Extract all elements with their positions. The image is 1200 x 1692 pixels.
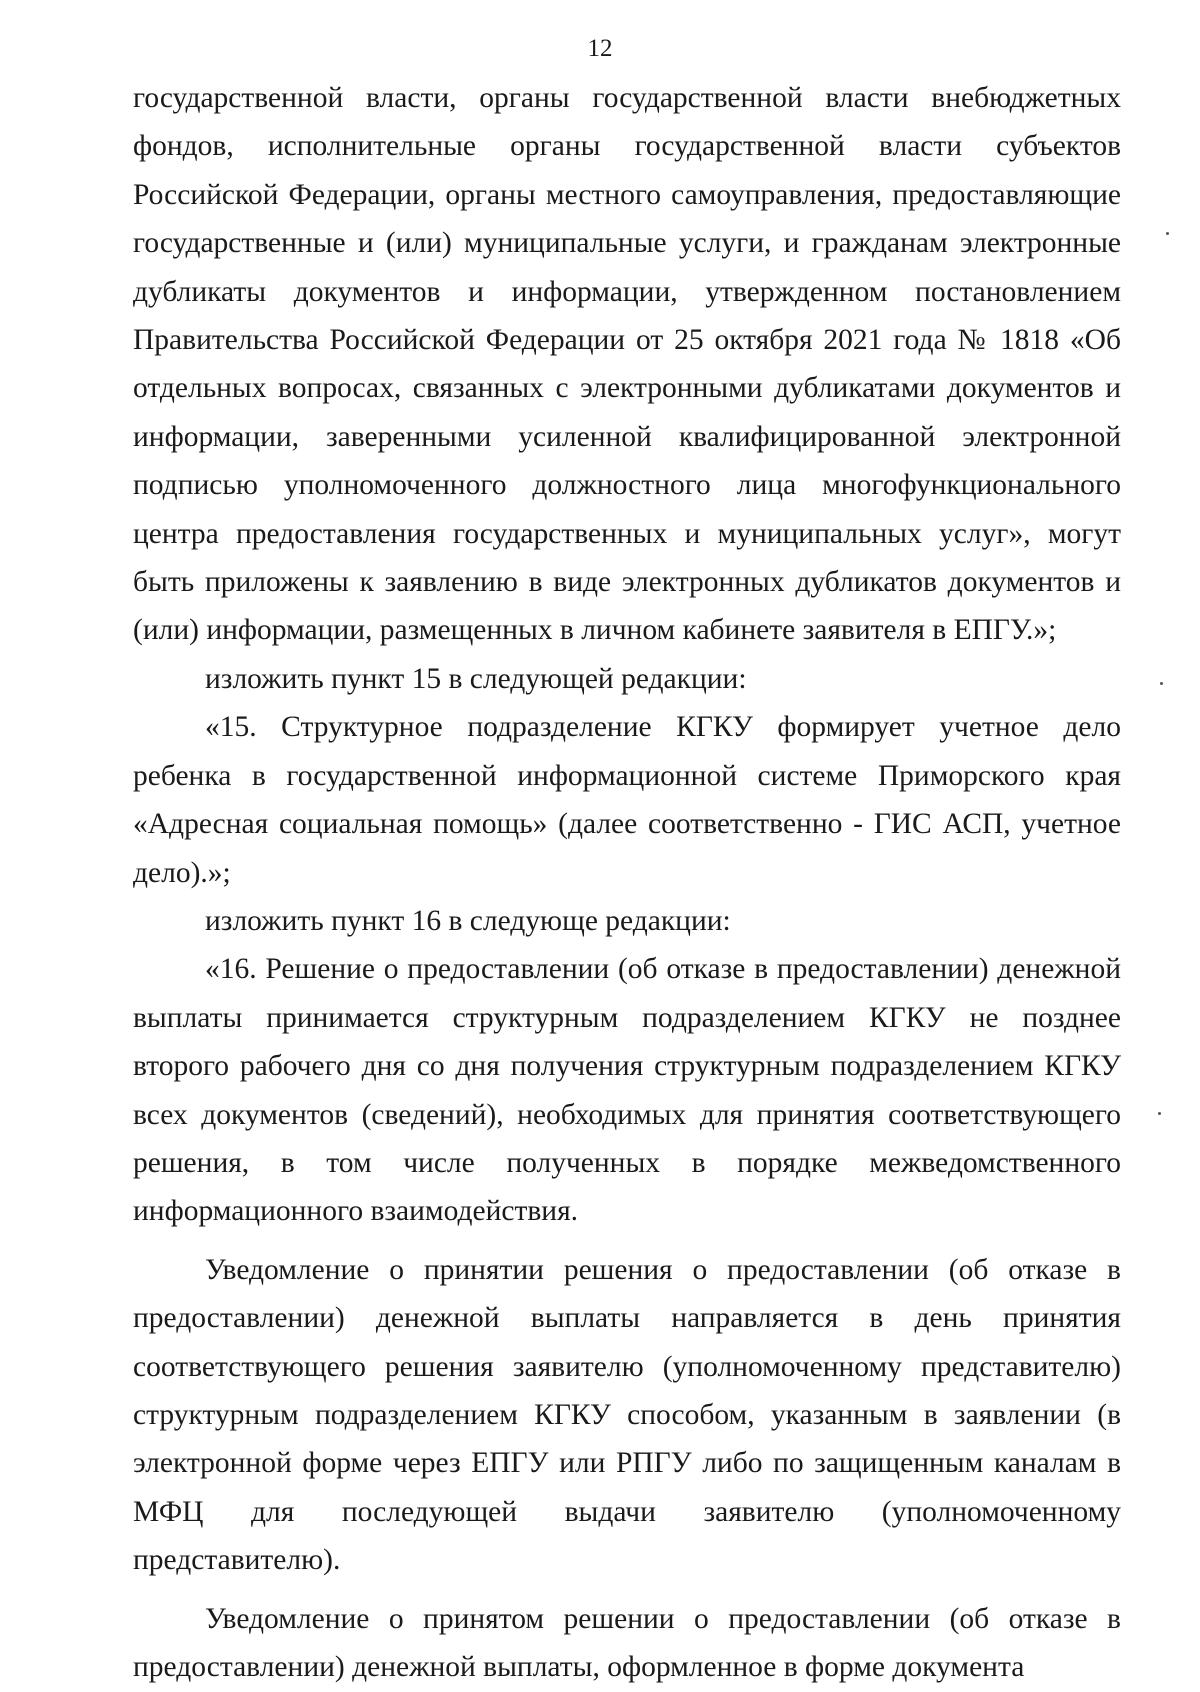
document-body — [133, 74, 1121, 1691]
page-number: 12 — [587, 35, 613, 62]
scan-speck — [1166, 232, 1169, 235]
paragraph-2: изложить пункт 15 в следующей редакции: — [205, 662, 747, 695]
paragraph-6: Уведомление о принятии решения о предоставлении (об отказе в предоставлении) денежной выплаты направляется в день принятия соответствующего решения заявителю (уполномоченному представителю) структурным подразделением КГКУ способом, указанным в заявлении (в электронной форме через ЕПГУ или РПГУ либо по защищенным каналам в МФЦ для последующей выдачи заявителю (уполномоченному представителю). — [133, 1253, 1121, 1577]
paragraph-3: «15. Структурное подразделение КГКУ формирует учетное дело ребенка в государственной информационной системе Приморского края «Адресная социальная помощь» (далее соответственно - ГИС АСП, учетное дело).»; — [133, 711, 1121, 889]
scan-speck — [1160, 682, 1163, 685]
paragraph-7: Уведомление о принятом решении о предоставлении (об отказе в предоставлении) денежной выплаты, оформленное в форме документа — [133, 1602, 1121, 1683]
scan-speck — [1158, 1112, 1161, 1115]
paragraph-1: государственной власти, органы государственной власти внебюджетных фондов, исполнительные органы государственной власти субъектов Российской Федерации, органы местного самоуправления, предоставляющие государственные и (или) муниципальные услуги, и гражданам электронные дубликаты документов и информации, утвержденном постановлением Правительства Российской Федерации от 25 октября 2021 года № 1818 «Об отдельных вопросах, связанных с электронными дубликатами документов и информации, заверенными усиленной квалифицированной электронной подписью уполномоченного должностного лица многофункционального центра предоставления государственных и муниципальных услуг», могут быть приложены к заявлению в виде электронных дубликатов документов и (или) информации, размещенных в личном кабинете заявителя в ЕПГУ.»; — [133, 82, 1121, 647]
paragraph-5: «16. Решение о предоставлении (об отказе в предоставлении) денежной выплаты принимается структурным подразделением КГКУ не позднее второго рабочего дня со дня получения структурным подразделением КГКУ всех документов (сведений), необходимых для принятия соответствующего решения, в том числе полученных в порядке межведомственного информационного взаимодействия. — [133, 953, 1121, 1228]
paragraph-4: изложить пункт 16 в следующе редакции: — [205, 904, 731, 937]
